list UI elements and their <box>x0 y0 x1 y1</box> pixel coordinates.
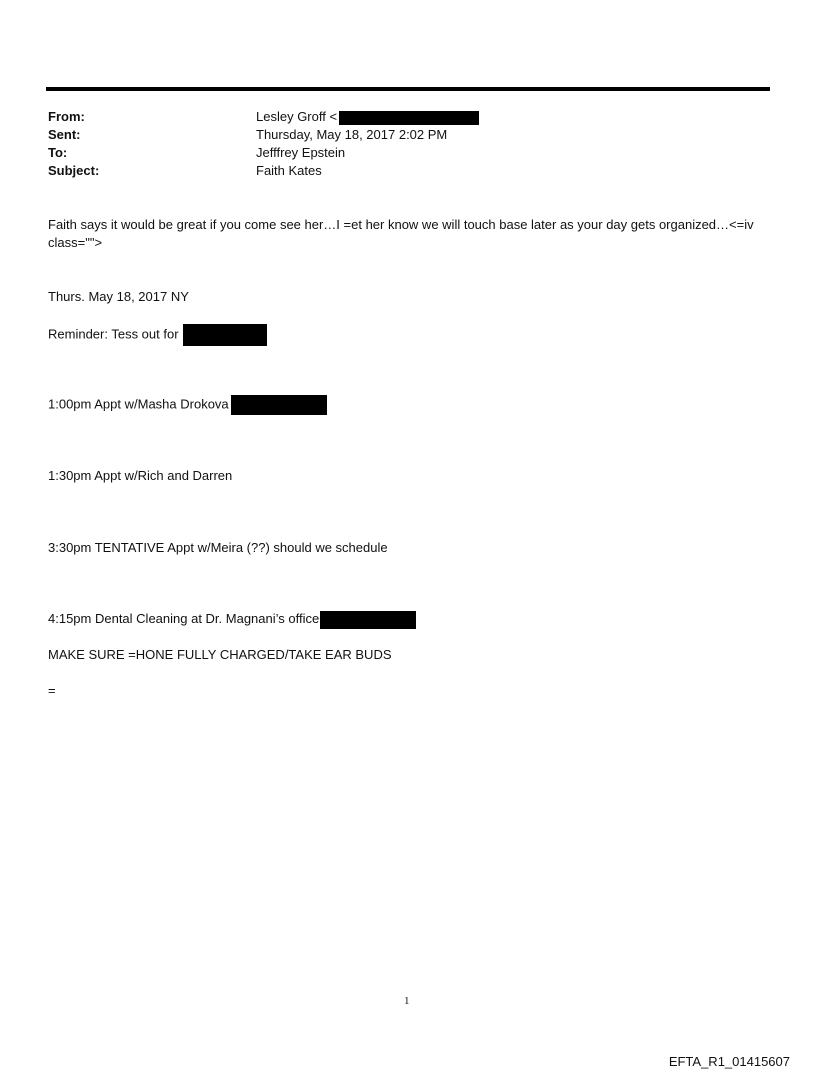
sent-value: Thursday, May 18, 2017 2:02 PM <box>256 127 448 142</box>
sent-row <box>48 126 479 144</box>
appointment-text: 1:00pm Appt w/Masha Drokova <box>48 396 229 412</box>
from-value <box>256 108 479 126</box>
to-label: To: <box>48 145 68 160</box>
reminder-text: Reminder: Tess out for <box>48 326 179 342</box>
from-name: Lesley Groff < <box>256 109 338 124</box>
from-label: From: <box>48 109 85 124</box>
page-number: 1 <box>404 995 410 1007</box>
header-rule <box>46 87 770 91</box>
appointment-line <box>48 395 327 415</box>
reminder-line <box>48 324 267 346</box>
from-row <box>48 108 479 126</box>
appointment-line <box>48 610 416 629</box>
redaction-bar <box>339 111 479 125</box>
appointment-line: 3:30pm TENTATIVE Appt w/Meira (??) should we schedule <box>48 540 388 555</box>
to-row <box>48 144 479 162</box>
date-line: Thurs. May 18, 2017 NY <box>48 289 189 304</box>
subject-label: Subject: <box>48 163 100 178</box>
to-value: Jefffrey Epstein <box>256 145 346 160</box>
appointment-text: 4:15pm Dental Cleaning at Dr. Magnani’s office <box>48 611 320 626</box>
intro-paragraph: Faith says it would be great if you come see her…I =et her know we will touch base later as your day gets organized…<=iv class=""> <box>48 217 754 250</box>
make-sure-line: MAKE SURE =HONE FULLY CHARGED/TAKE EAR BUDS <box>48 647 392 662</box>
subject-value: Faith Kates <box>256 163 322 178</box>
subject-row <box>48 162 479 180</box>
document-id: EFTA_R1_01415607 <box>668 1054 790 1069</box>
redaction-bar <box>183 324 267 346</box>
trailing-text: = <box>48 683 56 698</box>
redaction-bar <box>320 611 416 629</box>
appointment-line: 1:30pm Appt w/Rich and Darren <box>48 468 233 483</box>
redaction-bar <box>231 395 327 415</box>
sent-label: Sent: <box>48 127 81 142</box>
email-header <box>48 108 479 180</box>
